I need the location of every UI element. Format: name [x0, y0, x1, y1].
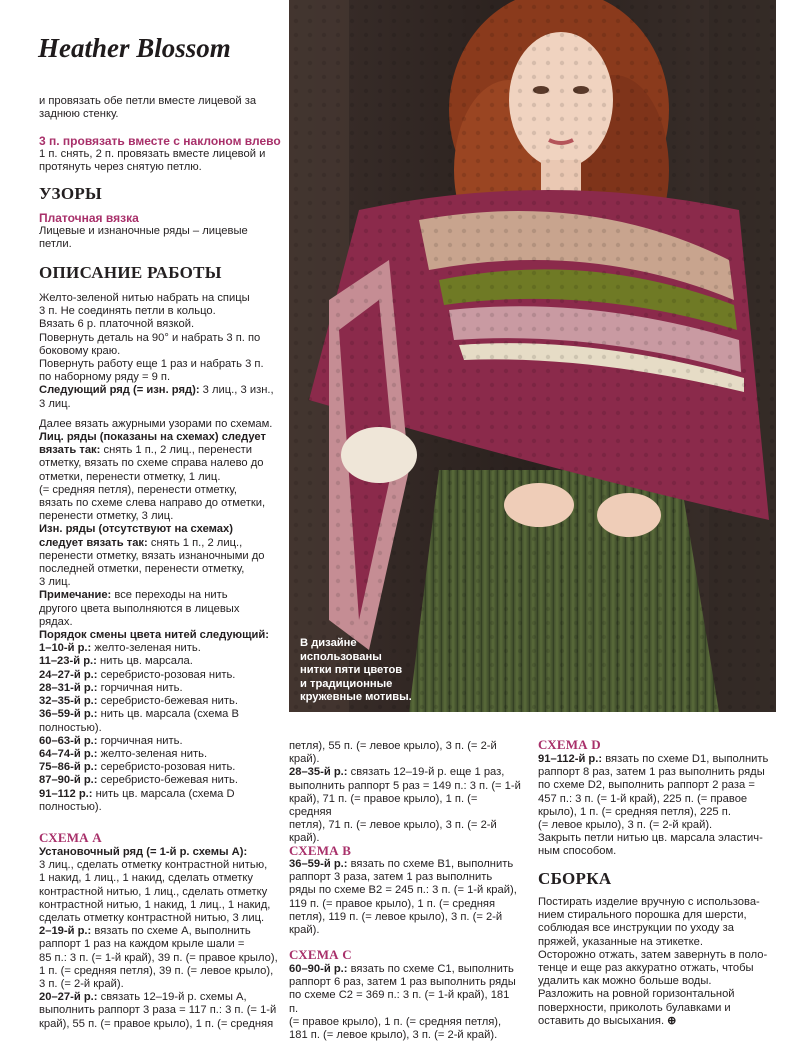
heading-scheme-d: СХЕМА D: [538, 737, 601, 752]
section-garter: Платочная вязка Лицевые и изнаночные ряды – лицевые петли.: [39, 211, 281, 251]
shawl-model-image: [289, 0, 776, 712]
photo-caption: В дизайне использованы нитки пяти цветов и традиционные кружевные мотивы.: [300, 637, 412, 704]
heading-assembly: СБОРКА: [538, 869, 612, 888]
heading-scheme-b: СХЕМА В: [289, 843, 352, 858]
scheme-b-text: 36–59-й р.: вязать по схеме В1, выполнить раппорт 3 раза, затем 1 раз выполнить ряды по схеме В2 = 245 п.: 3 п. (= 1-й край), 119 п. (= правое крыло), 1 п. (= средняя петля), 119 п. (= левое крыло), 3 п. (= 2-й край).: [289, 858, 517, 937]
heading-work-description: ОПИСАНИЕ РАБОТЫ: [39, 263, 222, 282]
scheme-c-text: 60–90-й р.: вязать по схеме С1, выполнить раппорт 6 раз, затем 1 раз выполнить ряды по схеме С2 = 369 п.: 3 п. (= 1-й край), 181 п. (= правое крыло), 1 п. (= средняя петля), 181 п. (= левое крыло), 3 п. (= 2-й край).: [289, 963, 516, 1042]
column-2-top-text: петля), 55 п. (= левое крыло), 3 п. (= 2-й край). 28–35-й р.: связать 12–19-й р. еще 1 раз, выполнить раппорт 5 раз = 149 п.: 3 п. (= 1-й край), 71 п. (= правое крыло), 1 п. (= средняя петля), 71 п. (= левое крыло), 3 п. (= 2-й край).: [289, 740, 521, 845]
section-3p-decrease: 3 п. провязать вместе с наклоном влево 1 п. снять, 2 п. провязать вместе лицевой и протянуть через снятую петлю.: [39, 134, 281, 174]
intro-text: и провязать обе петли вместе лицевой за заднюю стенку.: [39, 95, 257, 121]
article-title: Heather Blossom: [38, 33, 231, 63]
heading-scheme-c: СХЕМА С: [289, 947, 352, 962]
heading-patterns: УЗОРЫ: [39, 184, 103, 203]
end-mark-icon: ⊕: [667, 1014, 677, 1027]
scheme-a-text: Установочный ряд (= 1-й р. схемы А): 3 лиц., сделать отметку контрастной нитью, 1 накид, 1 лиц., 1 накид, сделать отметку контрастной нитью, 1 лиц., сделать отметку контрастной нитью, 1 накид, 1 лиц., 1 накид, сделать отметку контрастной нитью, 3 лиц. 2–19-й р.: вязать по схеме А, выполнить раппорт 1 раз на каждом крыле шали = 85 п.: 3 п. (= 1-й край), 39 п. (= правое крыло), 1 п. (= средняя петля), 39 п. (= левое крыло), 3 п. (= 2-й край). 20–27-й р.: связать 12–19-й р. схемы А, выполнить раппорт 3 раза = 117 п.: 3 п. (= 1-й край), 55 п. (= правое крыло), 1 п. (= средняя: [39, 846, 278, 1030]
model-photo: [289, 0, 776, 712]
heading-scheme-a: СХЕМА А: [39, 830, 102, 845]
subheading-3p: 3 п. провязать вместе с наклоном влево: [39, 134, 281, 148]
assembly-text: Постирать изделие вручную с использова- нием стирального порошка для шерсти, соблюдая все инструкции по уходу за пряжей, указанные на этикетке. Осторожно отжать, затем завернуть в поло- тенце и еще раз аккуратно отжать, чтобы удалить как можно больше воды. Разложить на ровной горизонтальной поверхности, приколоть булавками и оставить до высыхания. ⊕: [538, 896, 768, 1027]
subheading-garter: Платочная вязка: [39, 211, 139, 225]
work-description-text: Желто-зеленой нитью набрать на спицы 3 п. Не соединять петли в кольцо. Вязать 6 р. платочной вязкой. Повернуть деталь на 90° и набрать 3 п. по боковому краю. Повернуть работу еще 1 раз и набрать 3 п. по наборному ряду = 9 п. Следующий ряд (= изн. ряд): 3 лиц., 3 изн., 3 лиц. Далее вязать ажурными узорами по схемам. Лиц. ряды (показаны на схемах) следует вязать так: снять 1 п., 2 лиц., перенести отметку, вязать по схеме справа налево до отметки, перенести отметку, 1 лиц. (= средняя петля), перенести отметку, вязать по схеме слева направо до отметки, перенести отметку, 3 лиц. Изн. ряды (отсутствуют на схемах) следует вязать так: снять 1 п., 2 лиц., перенести отметку, вязать изнаночными до последней отметки, перенести отметку, 3 лиц. Примечание: все переходы на нить другого цвета выполняются в лицевых рядах. Порядок смены цвета нитей следующий: 1–10-й р.: желто-зеленая нить. 11–23-й р.: нить цв. марсала. 24–27-й р.: серебристо-розовая нить. 28–31-й р.: горчичная нить. 32–35-й р.: серебристо-бежевая нить. 36–59-й р.: нить цв. марсала (схема В полностью). 60–63-й р.: горчичная нить. 64–74-й р.: желто-зеленая нить. 75–86-й р.: серебристо-розовая нить. 87–90-й р.: серебристо-бежевая нить. 91–112 р.: нить цв. марсала (схема D полностью).: [39, 292, 274, 813]
scheme-d-text: 91–112-й р.: вязать по схеме D1, выполнить раппорт 8 раз, затем 1 раз выполнить ряды по схеме D2, выполнить раппорт 2 раза = 457 п.: 3 п. (= 1-й край), 225 п. (= правое крыло), 1 п. (= средняя петля), 225 п. (= левое крыло), 3 п. (= 2-й край). Закрыть петли нитью цв. марсала эластич- ным способом.: [538, 753, 769, 858]
